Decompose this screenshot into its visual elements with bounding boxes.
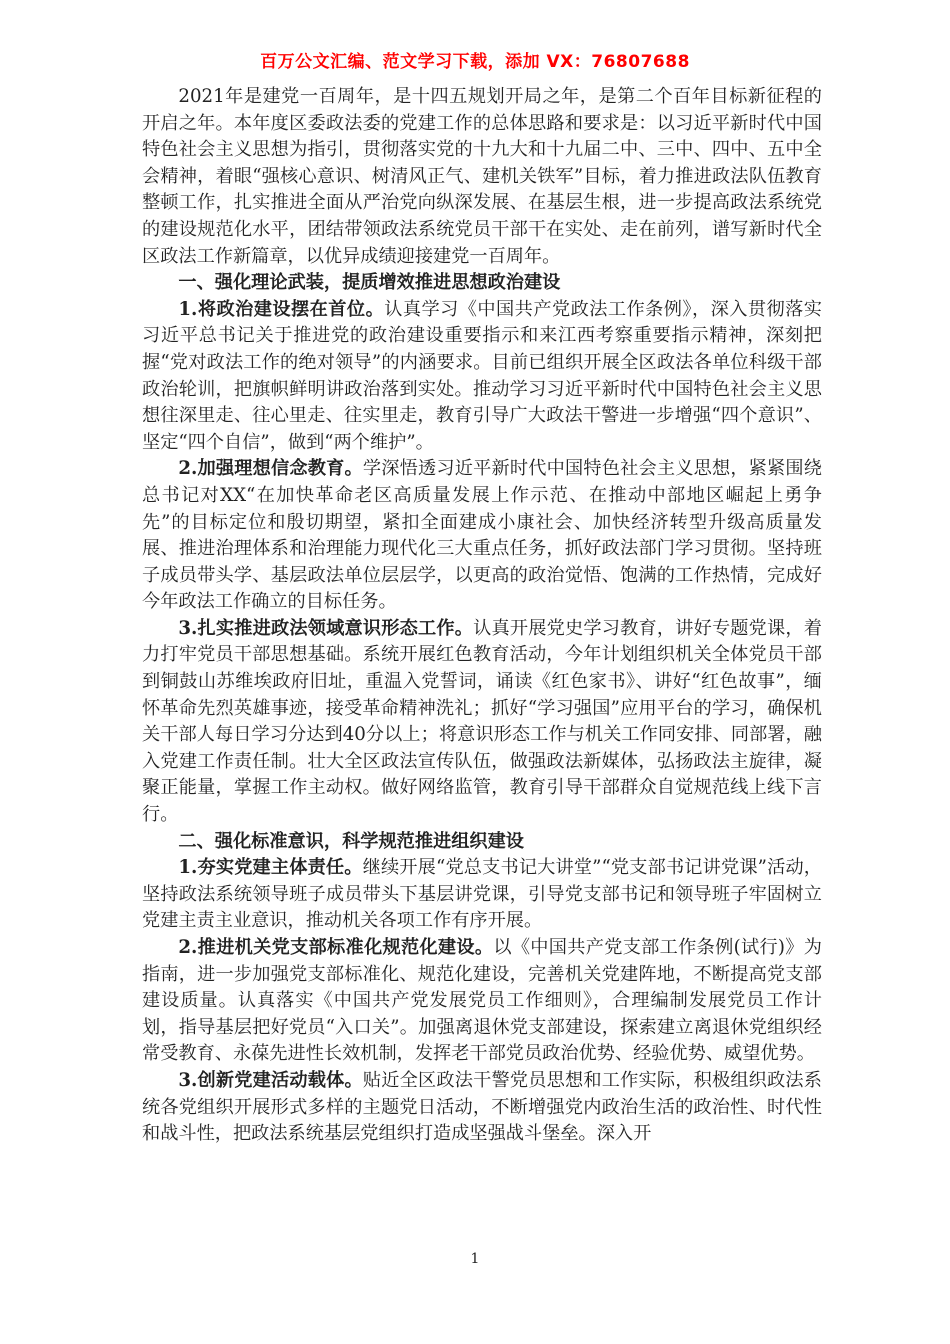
intro-paragraph: 2021年是建党一百周年，是十四五规划开局之年，是第二个百年目标新征程的开启之年。本年度区委政法委的党建工作的总体思路和要求是：以习近平新时代中国特色社会主义思想为指引，贯彻落实党的十九大和十九届二中、三中、四中、五中全会精神，着眼“强核心意识、树清风正气、建机关铁军”目标，着力推进政法队伍教育整顿工作，扎实推进全面从严治党向纵深发展、在基层生根，进一步提高政法系统党的建设规范化水平，团结带领政法系统党员干部干在实处、走在前列，谱写新时代全区政法工作新篇章，以优异成绩迎接建党一百周年。: [142, 86, 822, 267]
section-heading-1: 一、强化理论武装，提质增效推进思想政治建设: [178, 272, 561, 294]
section2-item-1: [142, 855, 822, 935]
page-number: 1: [470, 1251, 480, 1267]
item-title: 2.推进机关党支部标准化规范化建设。: [178, 937, 494, 958]
item-body: 认真开展党史学习教育，讲好专题党课，着力打牢党员干部思想基础。系统开展红色教育活动，今年计划组织机关全体党员干部到铜鼓山苏维埃政府旧址，重温入党誓词，诵读《红色家书》、讲好“红色故事”，缅怀革命先烈英雄事迹，接受革命精神洗礼；抓好“学习强国”应用平台的学习，确保机关干部人每日学习分达到40分以上；将意识形态工作与机关工作同安排、同部署，融入党建工作责任制。壮大全区政法宣传队伍，做强政法新媒体，弘扬政法主旋律，凝聚正能量，掌握工作主动权。做好网络监管，教育引导干部群众自觉规范线上线下言行。: [142, 617, 822, 826]
item-title: 1.夯实党建主体责任。: [178, 857, 363, 879]
section1-item-3: [142, 616, 822, 829]
item-body: 认真学习《中国共产党政法工作条例》，深入贯彻落实习近平总书记关于推进党的政治建设重要指示和来江西考察重要指示精神，深刻把握“党对政法工作的绝对领导”的内涵要求。目前已组织开展全区政法各单位科级干部政治轮训，把旗帜鲜明讲政治落到实处。推动学习习近平新时代中国特色社会主义思想往深里走、往心里走、往实里走，教育引导广大政法干警进一步增强“四个意识”、坚定“四个自信”，做到“两个维护”。: [142, 298, 822, 453]
item-body: 学深悟透习近平新时代中国特色社会主义思想，紧紧围绕总书记对XX“在加快革命老区高质量发展上作示范、在推动中部地区崛起上勇争先”的目标定位和殷切期望，紧扣全面建成小康社会、加快经济转型升级高质量发展、推进治理体系和治理能力现代化三大重点任务，抓好政法部门学习贯彻。坚持班子成员带头学、基层政法单位层层学，以更高的政治觉悟、饱满的工作热情，完成好今年政法工作确立的目标任务。: [142, 458, 822, 613]
section1-item-2: [142, 456, 822, 616]
item-title: 3.扎实推进政法领域意识形态工作。: [178, 617, 474, 639]
section1-item-1: [142, 297, 822, 457]
item-body: 贴近全区政法干警党员思想和工作实际，积极组织政法系统各党组织开展形式多样的主题党日活动，不断增强党内政治生活的政治性、时代性和战斗性，把政法系统基层党组织打造成坚强战斗堡垒。深入开: [142, 1069, 822, 1145]
item-title: 1.将政治建设摆在首位。: [178, 298, 385, 320]
watermark-banner: 百万公文汇编、范文学习下载，添加 VX：76807688: [260, 52, 690, 72]
item-title: 2.加强理想信念教育。: [178, 458, 363, 480]
section2-item-2: [142, 935, 822, 1068]
item-body: 以《中国共产党支部工作条例(试行)》为指南，进一步加强党支部标准化、规范化建设，完善机关党建阵地，不断提高党支部建设质量。认真落实《中国共产党发展党员工作细则》，合理编制发展党员工作计划，指导基层把好党员“入口关”。加强离退休党支部建设，探索建立离退休党组织经常受教育、永葆先进性长效机制，发挥老干部党员政治优势、经验优势、威望优势。: [142, 937, 822, 1065]
item-title: 3.创新党建活动载体。: [178, 1069, 363, 1091]
section2-item-3: [142, 1068, 822, 1148]
item-body: 继续开展“党总支书记大讲堂”“党支部书记讲党课”活动，坚持政法系统领导班子成员带头下基层讲党课，引导党支部书记和领导班子牢固树立党建主责主业意识，推动机关各项工作有序开展。: [142, 857, 822, 932]
section-heading-2: 二、强化标准意识，科学规范推进组织建设: [178, 830, 524, 852]
document-body: [142, 84, 822, 1148]
